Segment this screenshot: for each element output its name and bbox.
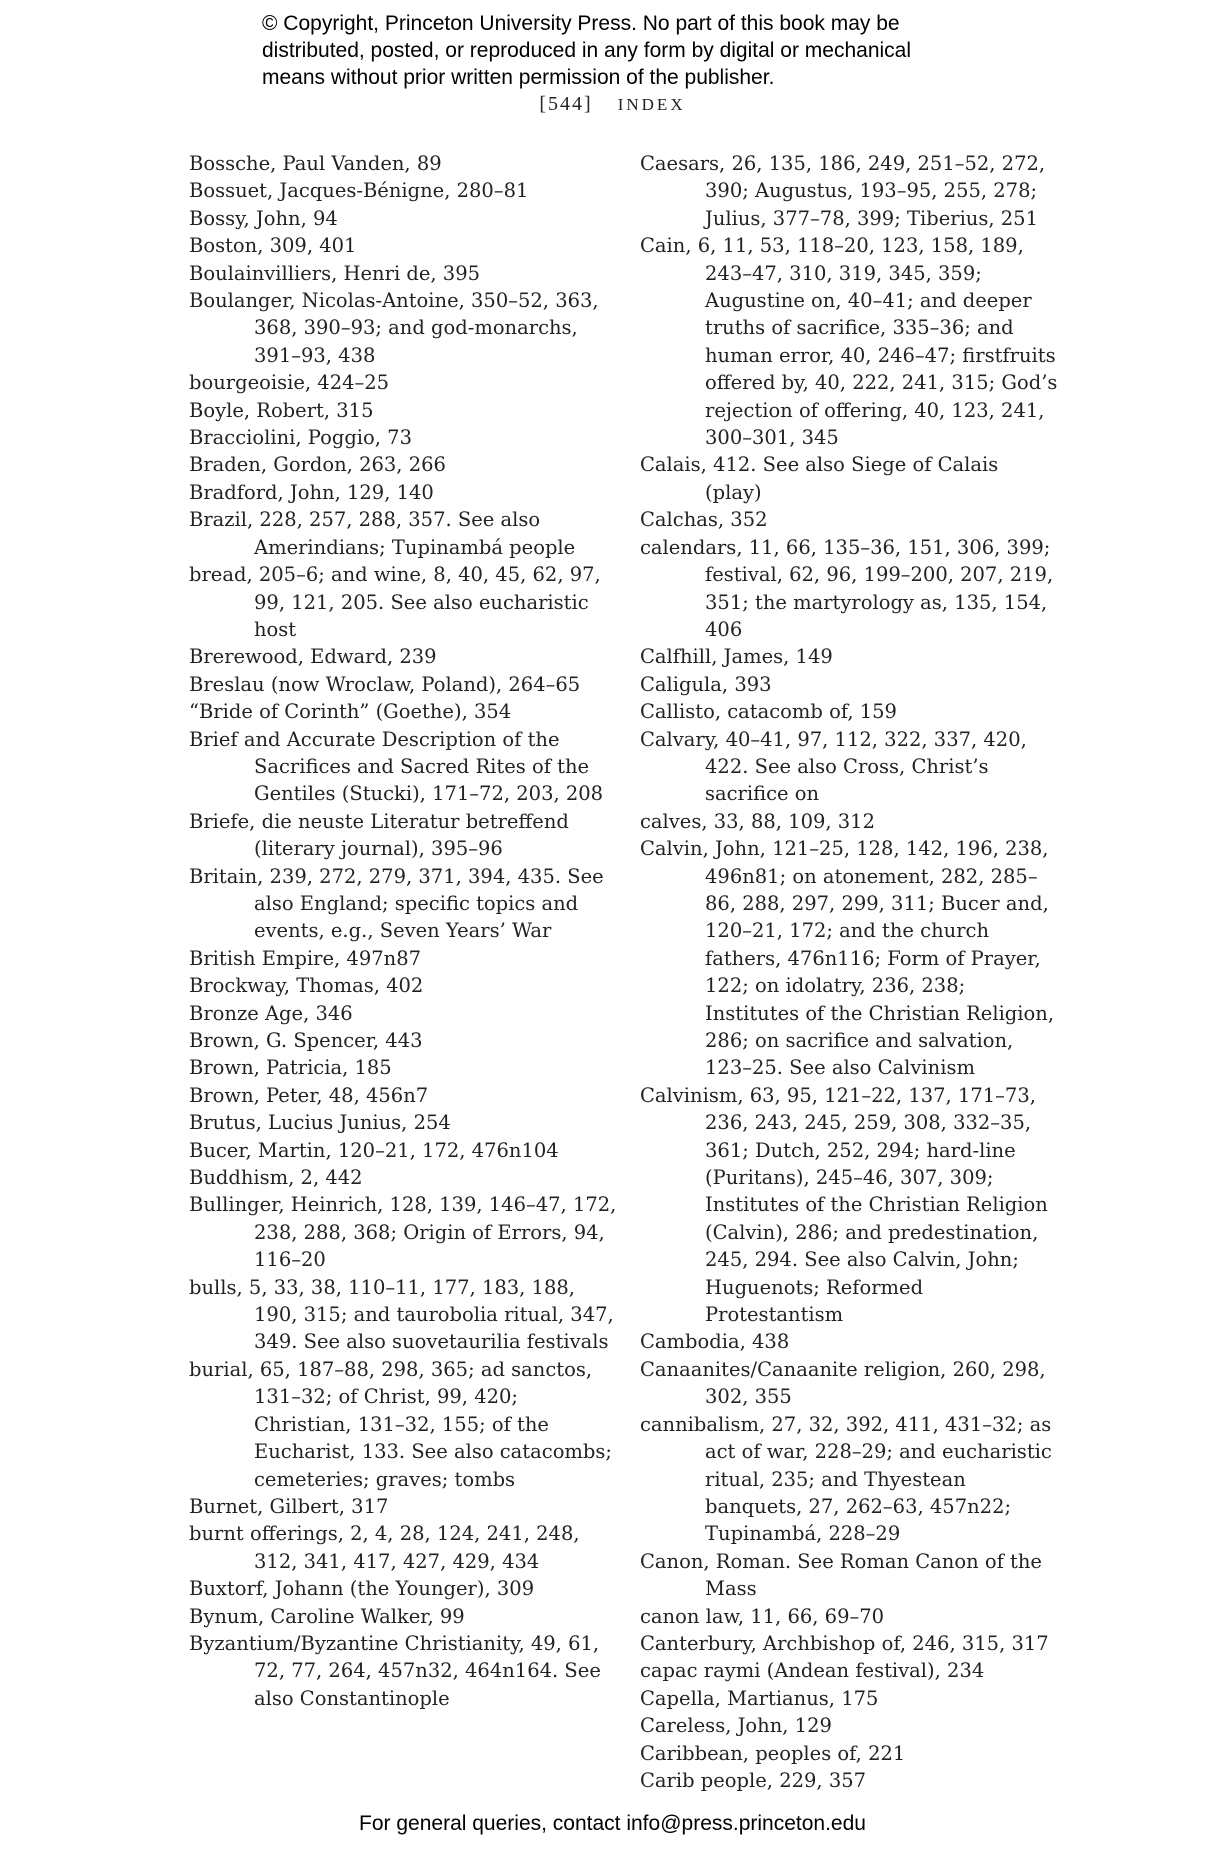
index-column-right [640,150,1060,1794]
index-entry-text: Brazil, 228, 257, 288, 357. See also Amerindians; Tupinambá people [189,508,576,559]
index-entry-text: Calvary, 40–41, 97, 112, 322, 337, 420, 422. See also Cross, Christ’s sacrifice on [640,727,1027,806]
index-entry [640,150,1060,232]
index-entry-text: Bossche, Paul Vanden, 89 [189,152,442,175]
index-entry [189,451,619,478]
index-entry [189,726,619,808]
index-entry [189,1137,619,1164]
index-entry [189,205,619,232]
index-entry [640,1603,1060,1630]
footer-contact: For general queries, contact info@press.princeton.edu [359,1812,866,1835]
index-entry-text: Cain, 6, 11, 53, 118–20, 123, 158, 189, 243–47, 310, 319, 345, 359; Augustine on, 40–41; and deeper truths of sacrifice, 335–36; and human error, 40, 246–47; firstfruits offered by, 40, 222, 241, 315; God’s rejection of offering, 40, 123, 241, 300–301, 345 [640,234,1058,450]
section-title: INDEX [617,95,686,114]
index-entry-text: Bronze Age, 346 [189,1001,353,1025]
copyright-line: © Copyright, Princeton University Press. No part of this book may be [262,12,900,35]
index-entry [640,1082,1060,1329]
index-entry [189,260,619,287]
index-entry-text: Calchas, 352 [640,508,768,532]
index-entry [189,397,619,424]
copyright-notice [262,10,1022,91]
index-entry-text: Boulanger, Nicolas-Antoine, 350–52, 363, 368, 390–93; and god-monarchs, 391–93, 438 [189,289,599,367]
index-entry [640,1685,1060,1712]
index-entry-text: capac raymi (Andean festival), 234 [640,1659,985,1683]
index-entry-text: bread, 205–6; and wine, 8, 40, 45, 62, 97, 99, 121, 205. See also eucharistic host [189,563,601,641]
index-entry-text: Caligula, 393 [640,672,772,696]
index-entry [640,808,1060,835]
index-entry [189,671,619,698]
index-entry-text: Careless, John, 129 [640,1714,832,1738]
index-entry-text: burial, 65, 187–88, 298, 365; ad sanctos, 131–32; of Christ, 99, 420; Christian, 131–32, 155; of the Eucharist, 133. See also catacombs; cemeteries; graves; tombs [189,1357,612,1491]
index-entry [189,1520,619,1575]
index-column-left [189,150,619,1712]
index-entry [189,506,619,561]
index-entry-text: Calvinism, 63, 95, 121–22, 137, 171–73, 236, 243, 245, 259, 308, 332–35, 361; Dutch, 252, 294; hard-line (Puritans), 245–46, 307, 309; Institutes of the Christian Religion (Calvin), 286; and predestination, 245, 294. See also Calvin, John; Huguenots; Reformed Protestantism [640,1083,1048,1327]
index-entry-text: Bullinger, Heinrich, 128, 139, 146–47, 172, 238, 288, 368; Origin of Errors, 94, 116–20 [189,1193,617,1272]
index-entry-text: Bucer, Martin, 120–21, 172, 476n104 [189,1138,559,1162]
index-entry-text: Brief and Accurate Description of the Sacrifices and Sacred Rites of the Gentiles (Stucki), 171–72, 203, 208 [189,727,604,806]
index-entry [640,1630,1060,1657]
index-entry-text: Brutus, Lucius Junius, 254 [189,1111,451,1135]
index-entry [189,1082,619,1109]
index-entry-text: Bynum, Caroline Walker, 99 [189,1604,465,1628]
index-entry-text: Bossuet, Jacques-Bénigne, 280–81 [189,179,529,203]
index-entry [189,1603,619,1630]
index-entry [189,808,619,863]
index-entry-text: “Bride of Corinth” (Goethe), 354 [189,700,512,724]
index-entry [189,945,619,972]
index-entry-text: British Empire, 497n87 [189,946,422,970]
index-entry [640,643,1060,670]
index-entry [189,1274,619,1356]
index-entry [640,1712,1060,1739]
index-entry [189,232,619,259]
index-entry-text: Bossy, John, 94 [189,206,338,230]
index-entry [189,972,619,999]
index-entry [640,1740,1060,1767]
index-entry-text: Burnet, Gilbert, 317 [189,1494,389,1518]
index-entry-text: Calfhill, James, 149 [640,645,833,669]
index-entry-text: Brerewood, Edward, 239 [189,645,437,669]
index-entry [640,835,1060,1082]
index-entry-text: Byzantium/Byzantine Christianity, 49, 61, 72, 77, 264, 457n32, 464n164. See also Constantinople [189,1631,601,1710]
index-entry-text: Brown, Patricia, 185 [189,1056,392,1080]
index-entry-text: calves, 33, 88, 109, 312 [640,809,875,833]
index-entry [640,1411,1060,1548]
index-entry [640,1328,1060,1355]
index-entry [189,1000,619,1027]
index-entry-text: Brown, G. Spencer, 443 [189,1029,423,1052]
index-entry [189,1027,619,1054]
index-entry [640,671,1060,698]
index-entry-text: Brown, Peter, 48, 456n7 [189,1083,429,1107]
index-entry [640,698,1060,725]
index-entry-text: canon law, 11, 66, 69–70 [640,1604,885,1628]
index-entry-text: Calvin, John, 121–25, 128, 142, 196, 238, 496n81; on atonement, 282, 285–86, 288, 297, 299, 311; Bucer and, 120–21, 172; and the church fathers, 476n116; Form of Prayer, 122; on idolatry, 236, 238; Institutes of the Christian Religion, 286; on sacrifice and salvation, 123–25. See also Calvinism [640,837,1055,1080]
index-entry [189,424,619,451]
index-entry-text: Briefe, die neuste Literatur betreffend (literary journal), 395–96 [189,809,569,861]
index-entry-text: Callisto, catacomb of, 159 [640,700,897,724]
index-entry [189,150,619,177]
index-entry [189,1630,619,1712]
index-entry-text: Calais, 412. See also Siege of Calais (play) [640,453,999,504]
index-entry-text: Breslau (now Wroclaw, Poland), 264–65 [189,672,581,696]
index-entry [640,232,1060,451]
index-entry [189,863,619,945]
index-entry-text: bourgeoisie, 424–25 [189,371,390,395]
index-entry [189,177,619,204]
index-entry-text: Caesars, 26, 135, 186, 249, 251–52, 272, 390; Augustus, 193–95, 255, 278; Julius, 377–78, 399; Tiberius, 251 [640,152,1046,230]
index-entry-text: Buddhism, 2, 442 [189,1166,363,1190]
index-entry [189,369,619,396]
index-entry [189,1191,619,1273]
index-entry [640,1657,1060,1684]
index-entry-text: Cambodia, 438 [640,1330,790,1354]
index-entry-text: burnt offerings, 2, 4, 28, 124, 241, 248, 312, 341, 417, 427, 429, 434 [189,1522,580,1573]
running-head [0,93,1225,116]
index-entry [640,451,1060,506]
index-entry-text: Braden, Gordon, 263, 266 [189,453,446,477]
index-entry [189,698,619,725]
index-entry-text: Capella, Martianus, 175 [640,1686,879,1710]
index-entry [189,1109,619,1136]
index-entry-text: calendars, 11, 66, 135–36, 151, 306, 399; festival, 62, 96, 199–200, 207, 219, 351; the martyrology as, 135, 154, 406 [640,535,1054,641]
index-entry-text: Brockway, Thomas, 402 [189,974,424,998]
index-entry [640,1767,1060,1794]
index-entry-text: Bradford, John, 129, 140 [189,480,434,504]
index-entry [189,1356,619,1493]
index-entry-text: Canon, Roman. See Roman Canon of the Mass [640,1549,1042,1601]
index-entry [640,1548,1060,1603]
page-number: [544] [539,93,593,115]
index-entry-text: Bracciolini, Poggio, 73 [189,426,412,450]
index-entry-text: Canaanites/Canaanite religion, 260, 298, 302, 355 [640,1357,1046,1409]
index-entry [640,506,1060,533]
copyright-line: distributed, posted, or reproduced in any form by digital or mechanical [262,39,912,62]
index-entry-text: Carib people, 229, 357 [640,1768,867,1792]
index-entry-text: Boston, 309, 401 [189,234,357,258]
index-entry-text: Boulainvilliers, Henri de, 395 [189,261,481,285]
index-entry [640,534,1060,644]
index-entry [189,287,619,369]
index-entry [640,726,1060,808]
index-entry-text: Canterbury, Archbishop of, 246, 315, 317 [640,1631,1049,1655]
index-entry-text: cannibalism, 27, 32, 392, 411, 431–32; as act of war, 228–29; and eucharistic ritual, 235; and Thyestean banquets, 27, 262–63, 457n22; Tupinambá, 228–29 [640,1412,1052,1546]
index-entry [189,1054,619,1081]
index-entry [640,1356,1060,1411]
index-entry [189,1164,619,1191]
index-entry [189,1575,619,1602]
index-entry [189,479,619,506]
index-entry-text: Britain, 239, 272, 279, 371, 394, 435. See also England; specific topics and events, e.g., Seven Years’ War [189,864,604,943]
index-entry-text: Caribbean, peoples of, 221 [640,1741,906,1765]
index-entry [189,1493,619,1520]
index-entry [189,561,619,643]
index-entry [189,643,619,670]
index-entry-text: Boyle, Robert, 315 [189,398,374,422]
index-entry-text: bulls, 5, 33, 38, 110–11, 177, 183, 188, 190, 315; and taurobolia ritual, 347, 349. See also suovetaurilia festivals [189,1275,614,1354]
index-entry-text: Buxtorf, Johann (the Younger), 309 [189,1577,535,1601]
copyright-line: means without prior written permission of the publisher. [262,66,775,89]
